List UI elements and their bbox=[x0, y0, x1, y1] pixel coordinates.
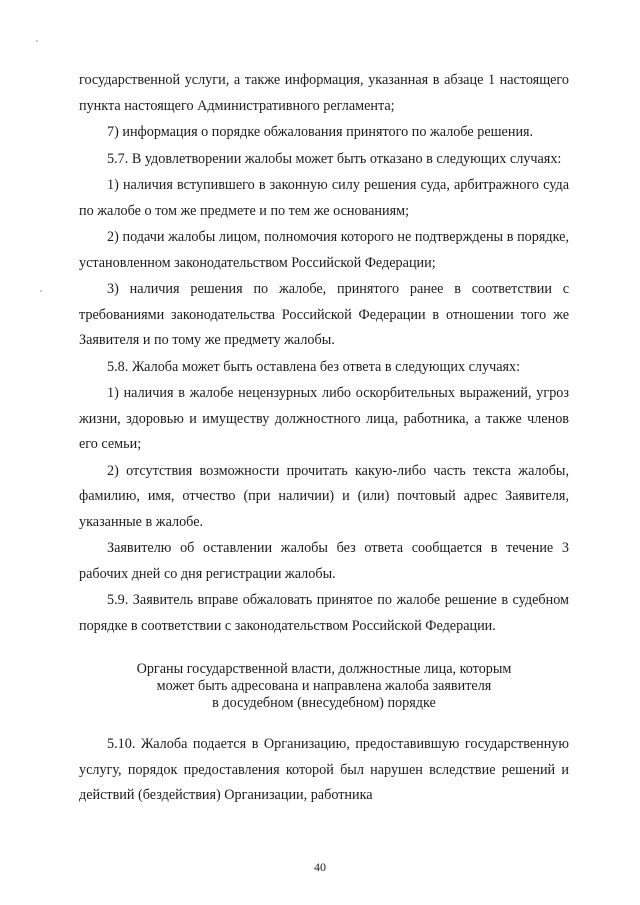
paragraph: 1) наличия вступившего в законную силу решения суда, арбитражного суда по жалобе о том же предмете и по тем же основаниям; bbox=[79, 177, 569, 219]
paragraph: 2) подачи жалобы лицом, полномочия которого не подтверждены в порядке, установленном законодательством Российской Федерации; bbox=[79, 229, 569, 271]
paragraph: 5.8. Жалоба может быть оставлена без ответа в следующих случаях: bbox=[107, 358, 521, 375]
document-body bbox=[79, 68, 569, 809]
paragraph: 5.10. Жалоба подается в Организацию, предоставившую государственную услугу, порядок предоставления которой был нарушен вследствие решений и действий (бездействия) Организации, работника bbox=[79, 736, 569, 803]
paragraph: Заявителю об оставлении жалобы без ответа сообщается в течение 3 рабочих дней со дня регистрации жалобы. bbox=[79, 540, 569, 582]
scan-speck bbox=[40, 290, 42, 292]
paragraph: 2) отсутствия возможности прочитать какую-либо часть текста жалобы, фамилию, имя, отчество (при наличии) и (или) почтовый адрес Заявителя, указанные в жалобе. bbox=[79, 462, 569, 530]
heading-line: Органы государственной власти, должностные лица, которым bbox=[136, 661, 512, 677]
heading-line: в досудебном (внесудебном) порядке bbox=[212, 695, 436, 711]
section-heading bbox=[79, 661, 569, 712]
heading-line: может быть адресована и направлена жалоба заявителя bbox=[156, 678, 492, 694]
page-number: 40 bbox=[314, 860, 326, 874]
paragraph: 5.9. Заявитель вправе обжаловать принятое по жалобе решение в судебном порядке в соответствии с законодательством Российской Федерации. bbox=[79, 592, 569, 634]
paragraph: 1) наличия в жалобе нецензурных либо оскорбительных выражений, угроз жизни, здоровью и имуществу должностного лица, работника, а также членов его семьи; bbox=[79, 385, 569, 452]
paragraph: государственной услуги, а также информация, указанная в абзаце 1 настоящего пункта настоящего Административного регламента; bbox=[79, 72, 569, 114]
paragraph: 5.7. В удовлетворении жалобы может быть отказано в следующих случаях: bbox=[107, 150, 562, 167]
scan-speck bbox=[36, 40, 38, 42]
paragraph: 7) информация о порядке обжалования принятого по жалобе решения. bbox=[107, 124, 534, 140]
paragraph: 3) наличия решения по жалобе, принятого ранее в соответствии с требованиями законодательства Российской Федерации в отношении того же Заявителя и по тому же предмету жалобы. bbox=[79, 281, 569, 348]
